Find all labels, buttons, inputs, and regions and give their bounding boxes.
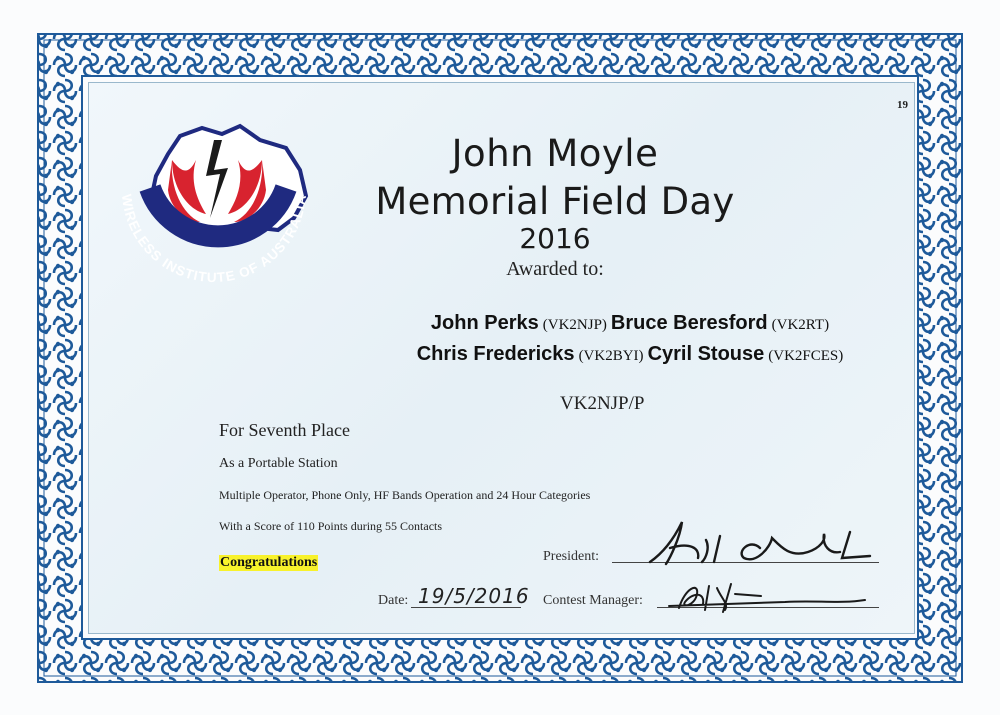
page-number: 19 [897, 99, 908, 111]
recipient-name: John Perks [430, 312, 539, 334]
contest-manager-label: Contest Manager: [543, 593, 643, 608]
station-callsign: VK2NJP/P [560, 393, 645, 414]
placement-text: For Seventh Place [219, 420, 350, 440]
station-type-text: As a Portable Station [219, 456, 338, 471]
title-line-2: Memorial Field Day [375, 180, 735, 223]
awarded-to-label: Awarded to: [506, 258, 604, 280]
recipient-callsign: (VK2RT) [771, 317, 830, 333]
recipient-name: Chris Fredericks [416, 343, 575, 365]
recipient-name: Bruce Beresford [610, 312, 768, 334]
title-line-1: John Moyle [451, 132, 659, 175]
recipient-name: Cyril Stouse [647, 343, 765, 365]
recipients-row-2 [300, 343, 960, 366]
contest-manager-signature [665, 578, 875, 614]
categories-text: Multiple Operator, Phone Only, HF Bands Operation and 24 Hour Categories [219, 488, 591, 502]
recipient-callsign: (VK2BYI) [578, 348, 644, 364]
president-label: President: [543, 549, 599, 564]
logo-organisation-text: WIRELESS INSTITUTE OF AUSTRALIA [118, 193, 310, 286]
congratulations-highlight: Congratulations [220, 555, 318, 570]
title-year: 2016 [519, 222, 591, 255]
recipient-callsign: (VK2FCES) [768, 348, 844, 364]
date-value: 19/5/2016 [418, 584, 530, 608]
score-text: With a Score of 110 Points during 55 Contacts [219, 519, 443, 533]
president-signature [640, 518, 890, 568]
recipient-callsign: (VK2NJP) [542, 317, 607, 333]
australia-map-lightning-logo [110, 118, 320, 293]
date-label: Date: [378, 593, 409, 608]
recipients-row-1 [300, 312, 960, 335]
